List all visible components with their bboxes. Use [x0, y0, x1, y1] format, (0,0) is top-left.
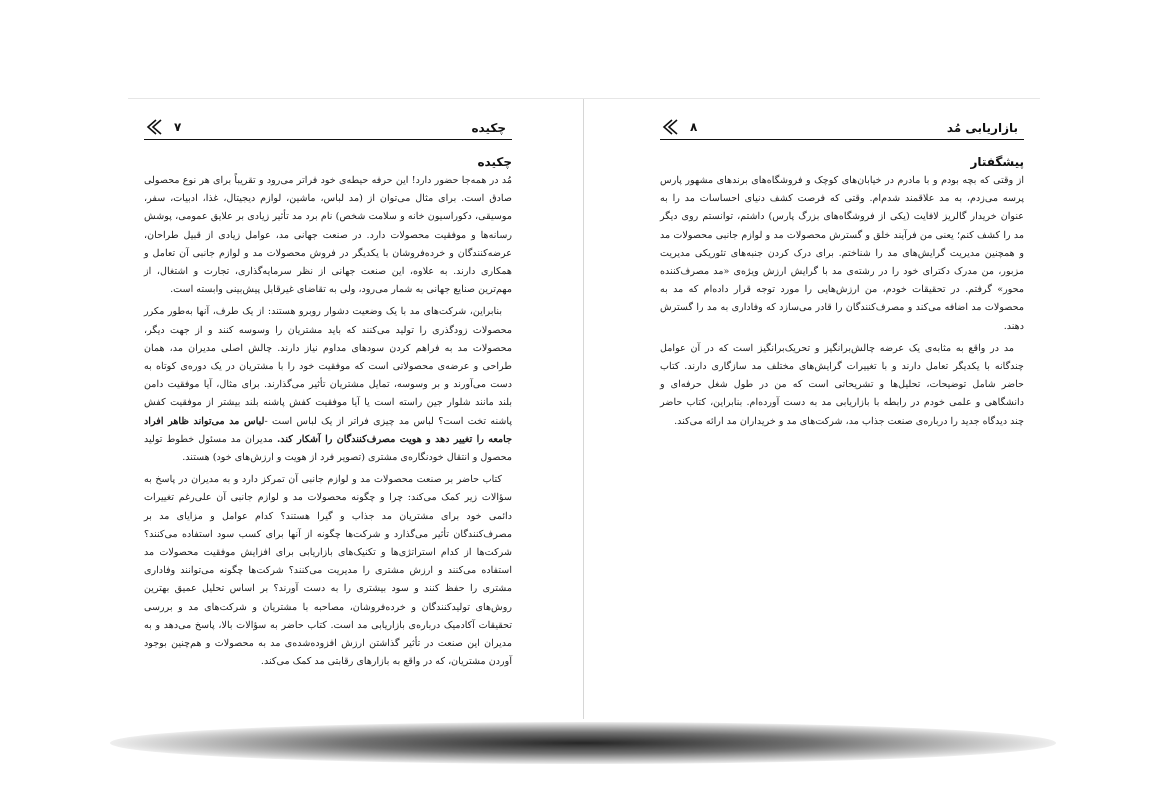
right-page [660, 99, 1024, 719]
page-number-value: ۸ [690, 120, 698, 134]
running-header-title: چکیده [471, 121, 506, 135]
left-page [144, 99, 512, 719]
page-ornament-icon [144, 117, 174, 137]
section-heading: پیشگفتار [970, 155, 1024, 169]
page-body [660, 153, 1024, 435]
running-header-title: بازاریابی مُد [946, 121, 1018, 135]
paragraph: بنابراین، شرکت‌های مد با یک وضعیت دشوار روبرو هستند: از یک طرف، آنها به‌طور مکرر محصولات زودگذری را تولید می‌کنند که باید مشتریان را وسوسه کنند و از جهت دیگر، محصولات مد به فراهم کردن سودهای مداوم نیاز دارند. چالش اصلی مدیران مد، همان طراحی و عرضه‌ی محصولاتی است که موفقیت خود را با مشتریان در یک دوره‌ی کوتاه به دست می‌آورند و بر وسوسه، تمایل مشتریان تأثیر می‌گذارند. برای مثال، آیا موفقیت دامن بلند مانند شلوار جین راسته است یا آیا موفقیت کفش پاشنه بلند بیشتر از موفقیت کفش پاشنه تخت است؟ لباس مد چیزی فراتر از یک لباس است -لباس مد می‌تواند ظاهر افراد جامعه را تغییر دهد و هویت مصرف‌کنندگان را آشکار کند. مدیران مد مسئول خطوط تولید محصول و انتقال خودنگاره‌ی مشتری (تصویر فرد از هویت و ارزش‌های خود) هستند. [144, 306, 513, 464]
page-number-value: ۷ [174, 120, 182, 134]
paragraph: مد در واقع به مثابه‌ی یک عرضه چالش‌برانگیز و تحریک‌برانگیز است که در آن عوامل چندگانه با یکدیگر تعامل دارند و با تغییرات گرایش‌های مختلف مد سازگاری دارند. کتاب حاضر شامل توضیحات، تحلیل‌ها و تشریحاتی است که من در طول شغل حرفه‌ای و دانشگاهی و علمی خودم در رابطه با بازاریابی مد به دست آورده‌ام. بنابراین، کتاب حاضر چند دیدگاه جدید را درباره‌ی صنعت جذاب مد، شرکت‌های مد و خریداران مد ارائه می‌کند. [660, 342, 1024, 427]
running-header [144, 119, 512, 140]
book-spread [128, 98, 1040, 719]
paragraph: مُد در همه‌جا حضور دارد! این حرفه حیطه‌ی خود فراتر می‌رود و تقریباً برای هر نوع محصولی صادق است. برای مثال می‌توان از (مد لباس، ماشین، لوازم دیجیتال، غذا، ادبیات، سفر، موسیقی، دکوراسیون خانه و سلامت شخص) نام برد مد تأثیر زیادی بر علایق عمومی، پوشش رسانه‌ها و موفقیت محصولات دارد. در صنعت جهانی مد، عوامل زیادی از قبیل طراحان، عرضه‌کنندگان و خرده‌فروشان با یکدیگر در فروش محصولات مد و لوازم جانبی آن تعامل و همکاری دارند. به علاوه، این صنعت جهانی از نظر سرمایه‌گذاری، تجارت و اشتغال، از مهم‌ترین صنایع جهانی به شمار می‌رود، ولی به تقاضای غیرقابل پیش‌بینی وابسته است. [144, 175, 512, 296]
emphasis-text: لباس مد می‌تواند ظاهر افراد جامعه را تغییر دهد و هویت مصرف‌کنندگان را آشکار کند. [144, 415, 513, 445]
running-header [660, 119, 1024, 140]
page-ornament-icon [660, 117, 690, 137]
page-body [144, 153, 512, 675]
section-heading: چکیده [477, 155, 512, 169]
page-number [144, 117, 181, 137]
page-shadow [110, 722, 1056, 764]
page-number [660, 117, 697, 137]
gutter-divider [583, 99, 584, 719]
paragraph: از وقتی که بچه بودم و با مادرم در خیابان‌های کوچک و فروشگاه‌های برندهای مشهور پارس پرسه می‌زدم، به مد علاقمند شدم‌ام. وقتی که فرصت کشف دنیای احساسات مد را به عنوان خریدار گالریز لافایت (یکی از فروشگاه‌های بزرگ پارس) داشتم، توانستم روی دیگر مد را کشف کنم؛ یعنی من فرآیند خلق و گسترش محصولات مد و لوازم جانبی محصولات مد و همچنین مدیریت گرایش‌های مد را شناختم. برای درک کردن جنبه‌های تئوریکی مدیریت مزبور، من مدرک دکترای خود را در رشته‌ی مد با گرایش ارزش ویژه‌ی «مد مصرف‌کننده محور» گرفتم. در تحقیقات خودم، من ارزش‌هایی را مورد توجه قرار داده‌ام که مد به محصولات مد اضافه می‌کند و مصرف‌کنندگان را قادر می‌سازد که وفاداری به مد را گسترش دهند. [660, 175, 1024, 332]
paragraph: کتاب حاضر بر صنعت محصولات مد و لوازم جانبی آن تمرکز دارد و به مدیران در پاسخ به سؤالات زیر کمک می‌کند: چرا و چگونه محصولات مد و لوازم جانبی آن علی‌رغم تغییرات دائمی خود برای مشتریان مد جذاب و گیرا هستند؟ کدام عوامل و مزایای مد بر مصرف‌کنندگان تأثیر می‌گذارد و شرکت‌ها چگونه از آنها برای کسب سود استفاده می‌کنند؟ شرکت‌ها از کدام استراتژی‌ها و تکنیک‌های بازاریابی برای افزایش موفقیت محصولات مد استفاده می‌کنند و ارزش مشتری را مدیریت می‌کنند؟ شرکت‌ها چگونه می‌توانند وفاداری مشتری را حفظ کنند و سود بیشتری را به دست آورند؟ بر اساس تحلیل عمیق بهترین روش‌های تولیدکنندگان و خرده‌فروشان، مصاحبه با مشتریان و شرکت‌های مد و بررسی تحقیقات آکادمیک درباره‌ی بازاریابی مد است. کتاب حاضر به سؤالات بالا، پاسخ می‌دهد و به مدیران این صنعت در تأثیر گذاشتن ارزش افزوده‌شده‌ی مد به محصولات و هم‌چنین بوجود آوردن مشتریان، که در واقع به بازارهای رقابتی مد کمک می‌کند. [144, 474, 512, 668]
